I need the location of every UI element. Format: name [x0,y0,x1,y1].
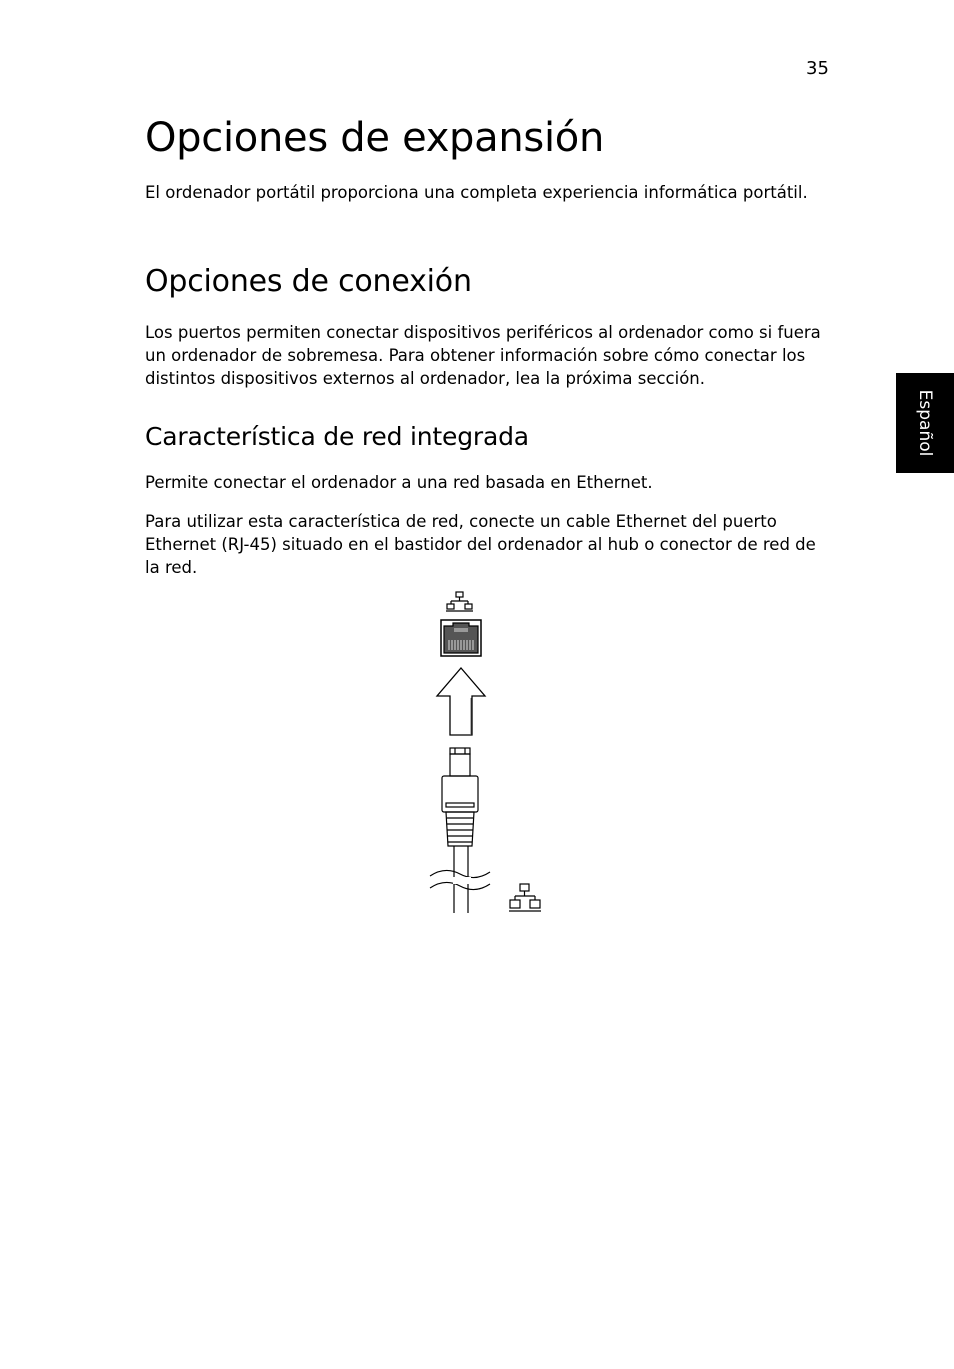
connection-paragraph: Los puertos permiten conectar dispositivos periféricos al ordenador como si fuera un ordenador de sobremesa. Para obtener información sobre cómo conectar los distintos dispositivos externos al ordenador, lea la próxima sección. [145,323,821,388]
network-paragraph-1: Permite conectar el ordenador a una red basada en Ethernet. [145,473,653,492]
network-icon [509,884,541,911]
language-side-tab-label: Español [915,389,935,457]
rj45-plug-icon [442,748,478,913]
network-icon [446,592,473,611]
rj45-port-icon [441,620,481,656]
up-arrow-icon [437,668,485,735]
ethernet-connection-illustration [420,588,560,922]
language-side-tab [896,373,954,473]
intro-paragraph: El ordenador portátil proporciona una completa experiencia informática portátil. [145,183,808,202]
page-number: 35 [806,58,829,79]
page-title: Opciones de expansión [145,115,604,161]
section-title-connection: Opciones de conexión [145,264,472,299]
section-title-network: Característica de red integrada [145,422,529,451]
network-paragraph-2: Para utilizar esta característica de red, conecte un cable Ethernet del puerto Ethernet (RJ-45) situado en el bastidor del ordenador al hub o conector de red de la red. [145,512,816,577]
